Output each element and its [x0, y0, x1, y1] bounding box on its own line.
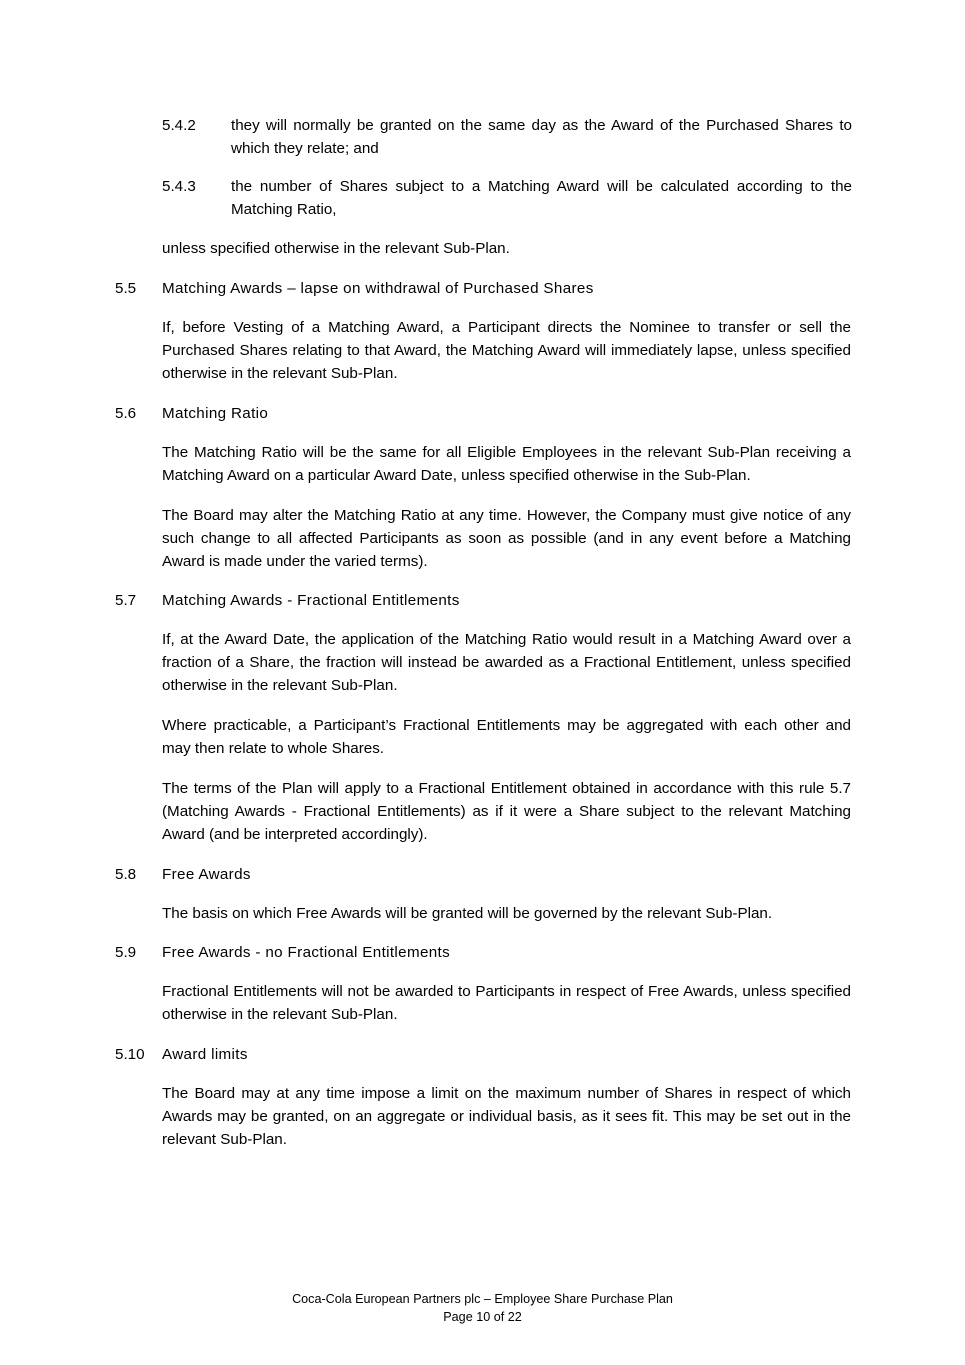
section-title: Matching Ratio [162, 405, 269, 422]
section-number: 5.6 [115, 405, 137, 422]
page-footer [0, 1290, 965, 1326]
item-text: they will normally be granted on the same day as the Award of the Purchased Shares to which they relate; and [231, 117, 852, 157]
item-number: 5.4.2 [162, 117, 196, 134]
section-paragraph: If, at the Award Date, the application of the Matching Ratio would result in a Matching Award over a fraction of a Share, the fraction will instead be awarded as a Fractional Entitlement, unless specified otherwise in the relevant Sub-Plan. [162, 631, 851, 694]
section-paragraph: Where practicable, a Participant’s Fractional Entitlements may be aggregated with each other and may then relate to whole Shares. [162, 717, 851, 757]
section-paragraph: The Board may alter the Matching Ratio at any time. However, the Company must give notice of any such change to all affected Participants as soon as possible (and in any event before a Matching Award is made under the varied terms). [162, 507, 851, 570]
section-number: 5.10 [115, 1046, 145, 1063]
section-paragraph: The Board may at any time impose a limit on the maximum number of Shares in respect of which Awards may be granted, on an aggregate or individual basis, as it sees fit. This may be set out in the relevant Sub-Plan. [162, 1085, 851, 1148]
section-number: 5.9 [115, 944, 137, 961]
section-number: 5.8 [115, 866, 137, 883]
section-title: Free Awards [162, 866, 251, 883]
unless-paragraph: unless specified otherwise in the relevant Sub-Plan. [162, 240, 510, 257]
list-item-5-4-3 [162, 175, 852, 221]
section-number: 5.5 [115, 280, 137, 297]
section-paragraph: The basis on which Free Awards will be granted will be governed by the relevant Sub-Plan. [162, 905, 773, 922]
footer-page-number: Page 10 of 22 [443, 1310, 522, 1324]
section-title: Matching Awards - Fractional Entitlements [162, 592, 460, 609]
section-paragraph: If, before Vesting of a Matching Award, a Participant directs the Nominee to transfer or sell the Purchased Shares relating to that Award, the Matching Award will immediately lapse, unless specified otherwise in the relevant Sub-Plan. [162, 319, 851, 382]
item-number: 5.4.3 [162, 178, 196, 195]
section-paragraph: Fractional Entitlements will not be awarded to Participants in respect of Free Awards, unless specified otherwise in the relevant Sub-Plan. [162, 983, 851, 1023]
footer-document-title: Coca-Cola European Partners plc – Employee Share Purchase Plan [292, 1292, 673, 1306]
section-paragraph: The terms of the Plan will apply to a Fractional Entitlement obtained in accordance with this rule 5.7 (Matching Awards - Fractional Entitlements) as if it were a Share subject to the relevant Matching Award (and be interpreted accordingly). [162, 780, 851, 843]
section-title: Award limits [162, 1046, 248, 1063]
list-item-5-4-2 [162, 114, 852, 160]
item-text: the number of Shares subject to a Matching Award will be calculated according to the Matching Ratio, [231, 178, 852, 218]
section-paragraph: The Matching Ratio will be the same for all Eligible Employees in the relevant Sub-Plan receiving a Matching Award on a particular Award Date, unless specified otherwise in the Sub-Plan. [162, 444, 851, 484]
section-title: Free Awards - no Fractional Entitlements [162, 944, 451, 961]
section-title: Matching Awards – lapse on withdrawal of Purchased Shares [162, 280, 594, 297]
section-number: 5.7 [115, 592, 137, 609]
